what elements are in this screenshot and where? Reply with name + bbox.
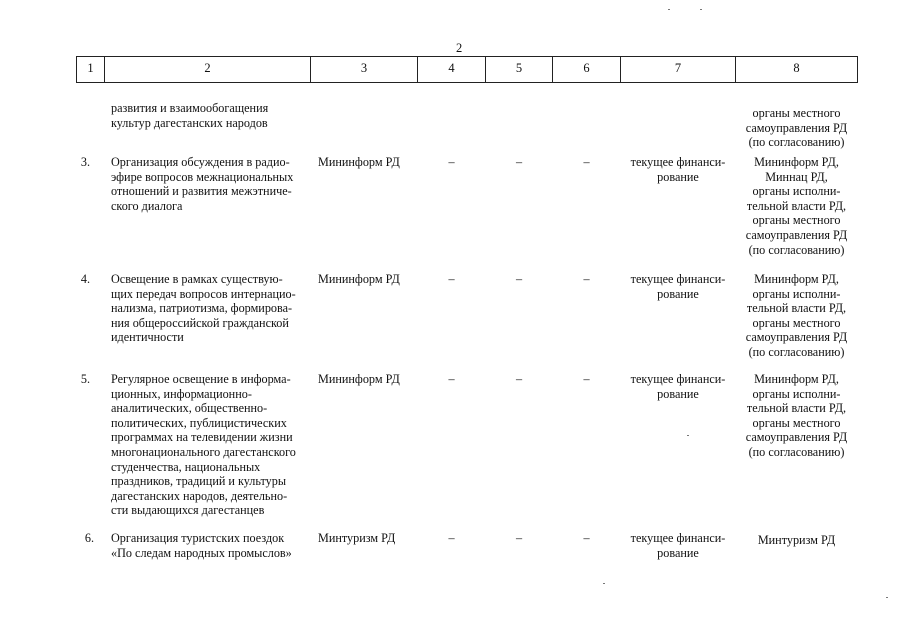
text-line: (по согласованию)	[748, 242, 845, 257]
header-cell-3: 3	[360, 61, 368, 75]
row-description	[111, 531, 307, 560]
page-number: 2	[456, 41, 463, 55]
text-line: аналитических, общественно-	[111, 401, 268, 416]
row-financing	[621, 372, 735, 401]
text-line: тельной власти РД,	[746, 301, 847, 316]
text-line: Миннац РД,	[765, 169, 828, 184]
scan-speck	[886, 597, 888, 598]
text-line: программах на телевидении жизни	[111, 430, 293, 445]
text-line: культур дагестанских народов	[111, 115, 268, 130]
text-line: сти выдающихся дагестанцев	[111, 503, 265, 518]
text-line: органы местного	[752, 213, 841, 228]
header-cell-4: 4	[448, 61, 455, 75]
row-number: 3.	[80, 155, 90, 169]
row-col8	[736, 533, 857, 548]
row-executor: Минтуризм РД	[318, 531, 396, 545]
text-line: текущее финанси-	[630, 531, 726, 545]
text-line: текущее финанси-	[630, 155, 726, 169]
text-line: ционных, информационно-	[111, 386, 252, 401]
row-financing	[621, 155, 735, 184]
row-col8	[736, 155, 857, 257]
row-col4: –	[448, 155, 455, 169]
text-line: рование	[657, 386, 699, 401]
text-line: Мининформ РД,	[754, 155, 839, 169]
text-line: рование	[657, 545, 699, 560]
header-cell-5: 5	[515, 61, 523, 75]
text-line: дагестанских народов, деятельно-	[111, 488, 288, 503]
text-line: органы местного	[752, 315, 841, 330]
text-line: самоуправления РД	[745, 330, 848, 345]
text-line: нализма, патриотизма, формирова-	[111, 301, 293, 316]
row-col4: –	[448, 272, 455, 286]
text-line: «По следам народных промыслов»	[111, 545, 292, 560]
row-number: 5.	[80, 372, 90, 386]
header-divider	[857, 56, 858, 83]
row-col8	[736, 372, 857, 460]
text-line: Организация туристских поездок	[111, 531, 285, 545]
text-line: тельной власти РД,	[746, 198, 847, 213]
text-line: Освещение в рамках существую-	[111, 272, 283, 286]
text-line: рование	[657, 169, 699, 184]
header-cell-2: 2	[204, 61, 211, 75]
header-bottom-rule	[76, 82, 858, 83]
text-line: органы исполни-	[752, 184, 841, 199]
row-col5: –	[515, 272, 523, 286]
text-line: органы местного	[752, 415, 841, 430]
row-executor: Мининформ РД	[318, 372, 400, 386]
row-col5: –	[515, 372, 523, 386]
row-col5: –	[515, 531, 523, 545]
header-cell-6: 6	[583, 61, 590, 75]
row-col6: –	[583, 155, 590, 169]
text-line: многонационального дагестанского	[111, 444, 296, 459]
text-line: самоуправления РД	[745, 227, 848, 242]
text-line: ского диалога	[111, 198, 183, 213]
text-line: праздников, традиций и культуры	[111, 474, 287, 489]
row-col4: –	[448, 531, 455, 545]
text-line: щих передач вопросов интернацио-	[111, 286, 296, 301]
header-top-rule	[76, 56, 858, 57]
text-line: рование	[657, 286, 699, 301]
text-line: (по согласованию)	[748, 344, 845, 359]
text-line: (по согласованию)	[748, 135, 845, 150]
header-cell-7: 7	[674, 61, 682, 75]
continuation-col8	[736, 106, 857, 150]
row-financing	[621, 272, 735, 301]
scan-speck	[687, 435, 689, 436]
row-financing	[621, 531, 735, 560]
row-description	[111, 155, 307, 213]
text-line: (по согласованию)	[748, 444, 845, 459]
row-col8	[736, 272, 857, 360]
text-line: органы исполни-	[752, 286, 841, 301]
row-number: 4.	[80, 272, 90, 286]
text-line: отношений и развития межэтниче-	[111, 184, 292, 199]
row-col4: –	[448, 372, 455, 386]
text-line: Регулярное освещение в информа-	[111, 372, 291, 386]
row-number: 6.	[84, 531, 94, 545]
row-executor: Мининформ РД	[318, 155, 400, 169]
text-line: эфире вопросов межнациональных	[111, 169, 294, 184]
text-line: идентичности	[111, 330, 184, 345]
text-line: самоуправления РД	[745, 120, 848, 135]
header-cell-1: 1	[87, 61, 94, 75]
row-description	[111, 272, 307, 345]
text-line: тельной власти РД,	[746, 401, 847, 416]
text-line: студенчества, национальных	[111, 459, 261, 474]
text-line: Минтуризм РД	[757, 533, 836, 547]
text-line: органы исполни-	[752, 386, 841, 401]
text-line: Организация обсуждения в радио-	[111, 155, 290, 169]
text-line: самоуправления РД	[745, 430, 848, 445]
text-line: Мининформ РД,	[754, 372, 839, 386]
text-line: текущее финанси-	[630, 372, 726, 386]
row-col6: –	[583, 531, 590, 545]
text-line: политических, публицистических	[111, 415, 287, 430]
scan-speck	[668, 9, 670, 10]
row-col6: –	[583, 272, 590, 286]
text-line: органы местного	[752, 106, 841, 120]
header-cell-8: 8	[793, 61, 800, 75]
scan-speck	[700, 9, 702, 10]
text-line: текущее финанси-	[630, 272, 726, 286]
row-col6: –	[583, 372, 590, 386]
text-line: Мининформ РД,	[754, 272, 839, 286]
text-line: ния общероссийской гражданской	[111, 315, 289, 330]
scan-speck	[603, 583, 605, 584]
row-description	[111, 372, 307, 518]
row-executor: Мининформ РД	[318, 272, 400, 286]
row-col5: –	[515, 155, 523, 169]
continuation-description	[111, 101, 307, 130]
text-line: развития и взаимообогащения	[111, 101, 269, 115]
